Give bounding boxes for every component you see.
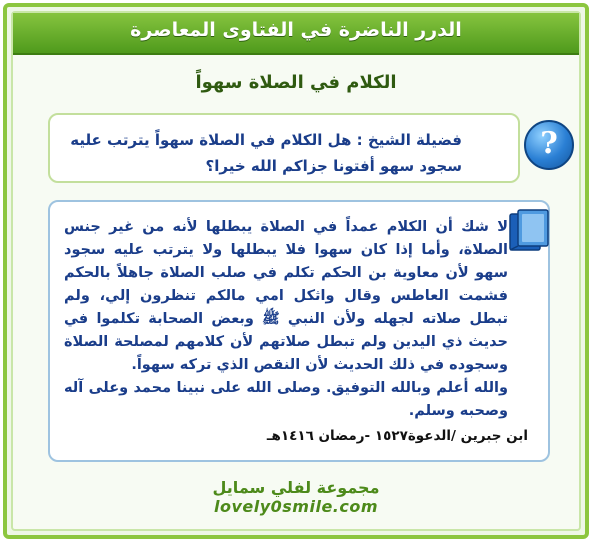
answer-text-block <box>64 216 508 423</box>
question-text-block <box>60 127 462 179</box>
question-label: فضيلة الشيخ : <box>356 131 462 149</box>
footer-arabic: مجموعة لفلي سمايل <box>212 478 380 497</box>
header-title: الدرر الناضرة في الفتاوى المعاصرة <box>130 19 462 41</box>
header-bar <box>13 13 579 55</box>
answer-paragraph: لا شك أن الكلام عمداً في الصلاة يبطلها لأنه من غير جنس الصلاة، وأما إذا كان سهوا فلا يبطلها ولا يترتب عليه سجود سهو لأن معاوية بن الحكم تكلم في صلب الصلاة جاهلاً بالحكم فشمت العاطس وقال واثكل امي مالكم تنظرون إلي، ولم تبطل صلاته لجهله ولأن النبي ﷺ وبعض الصحابة تكلموا في حديث ذي اليدين ولم تبطل صلاتهم لأن كلامهم لمصلحة الصلاة وسجوده في ذلك الحديث لأن النقص الذي تركه سهواً. <box>64 219 508 373</box>
footer <box>0 478 592 516</box>
question-box <box>48 113 520 183</box>
footer-site: lovely0smile.com <box>213 497 379 516</box>
question-text: هل الكلام في الصلاة سهواً يترتب عليه سجود سهو أفتونا جزاكم الله خيرا؟ <box>70 131 462 175</box>
book-icon <box>508 208 552 254</box>
question-mark-icon: ? <box>524 120 574 170</box>
answer-signature: ابن جبرين /الدعوة١٥٢٧ -رمضان ١٤١٦هـ <box>266 428 528 444</box>
answer-closing: والله أعلم وبالله التوفيق. وصلى الله على نبينا محمد وعلى آله وصحبه وسلم. <box>64 380 508 419</box>
answer-box <box>48 200 550 462</box>
fatwa-title: الكلام في الصلاة سهواً <box>195 72 397 93</box>
